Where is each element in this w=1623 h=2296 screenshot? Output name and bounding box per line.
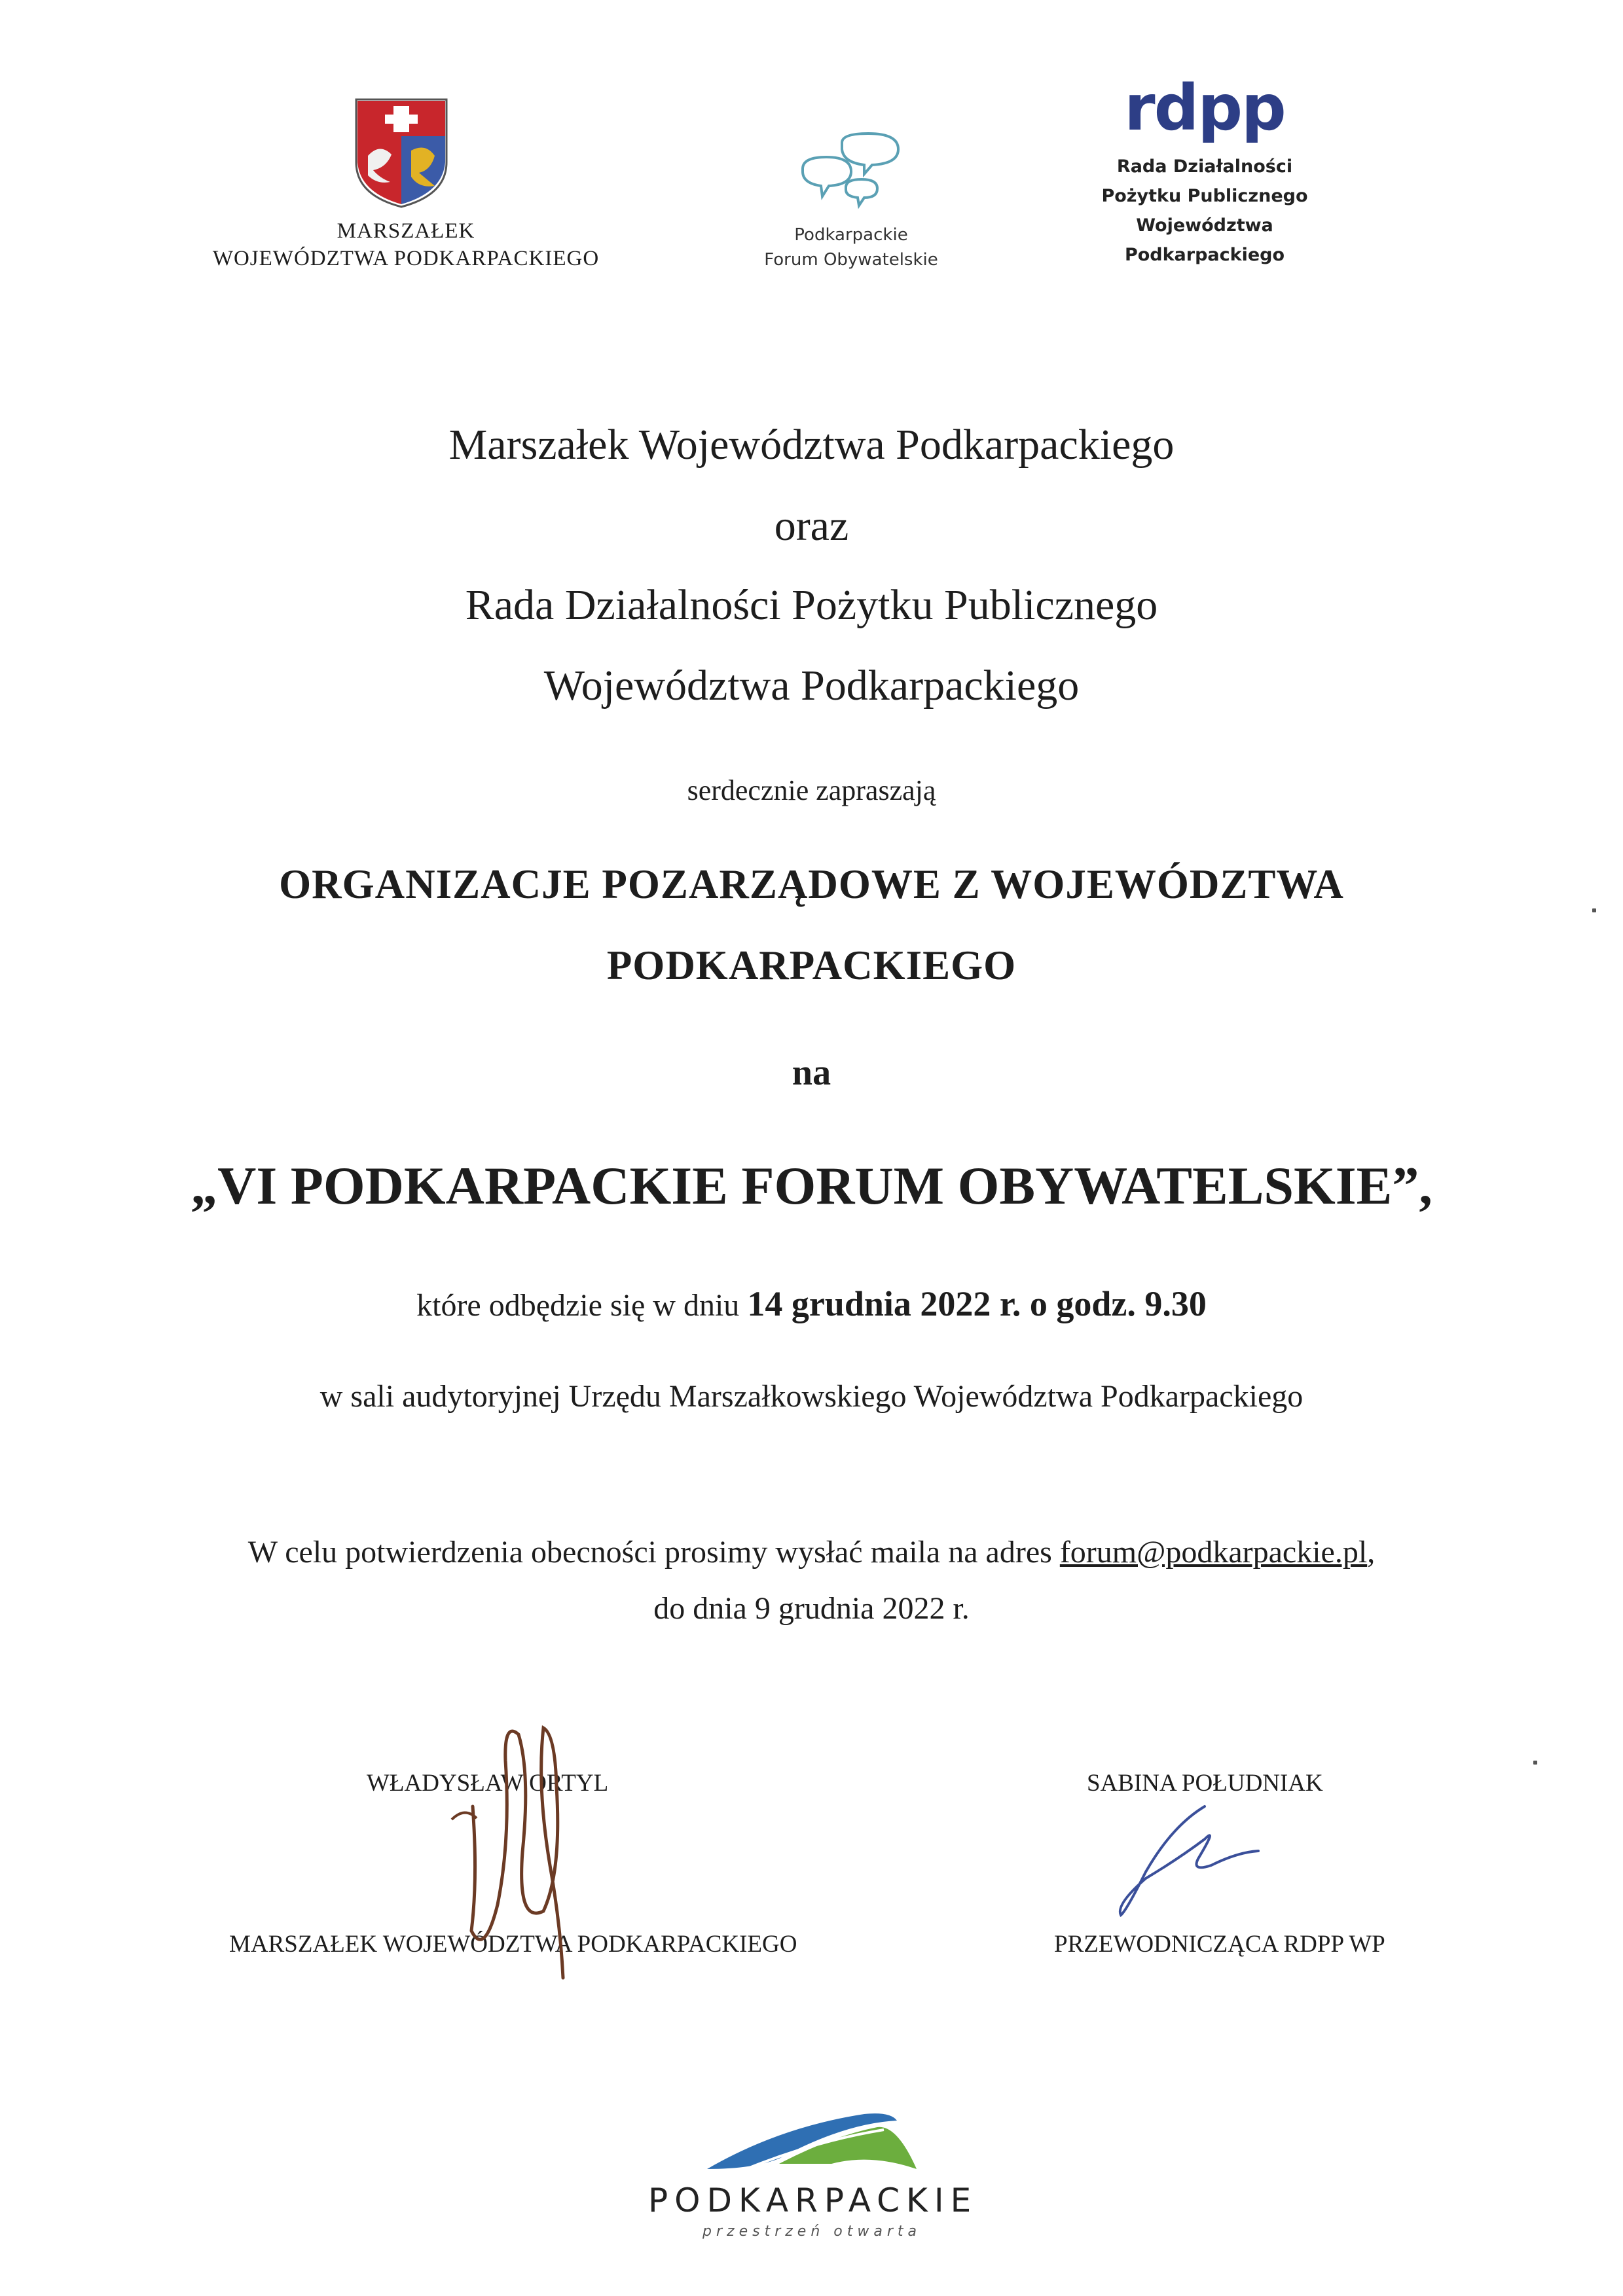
host-line-2: Rada Działalności Pożytku Publicznego <box>465 581 1158 629</box>
right-signatory-title: PRZEWODNICZĄCA RDPP WP <box>1054 1931 1385 1958</box>
rsvp-prefix: W celu potwierdzenia obecności prosimy wysłać maila na adres <box>247 1535 1052 1570</box>
audience-line-1: ORGANIZACJE POZARZĄDOWE Z WOJEWÓDZTWA <box>279 861 1344 907</box>
rdpp-caption-line3: Województwa <box>1136 215 1273 236</box>
rsvp-email-link[interactable]: forum@podkarpackie.pl <box>1059 1535 1368 1570</box>
right-signatory-name: SABINA POŁUDNIAK <box>1087 1770 1323 1797</box>
scan-speck <box>1533 1761 1537 1765</box>
rsvp-deadline: do dnia 9 grudnia 2022 r. <box>653 1591 970 1626</box>
civic-forum-caption <box>733 223 969 272</box>
event-date <box>0 1284 1623 1325</box>
event-date-prefix: które odbędzie się w dniu <box>416 1288 740 1323</box>
host-line-3: Województwa Podkarpackiego <box>543 662 1080 709</box>
marshal-logo <box>151 97 661 280</box>
rsvp-suffix: , <box>1367 1535 1376 1570</box>
invite-verb: serdecznie zapraszają <box>687 774 936 806</box>
conjunction: oraz <box>774 502 849 550</box>
preposition: na <box>792 1052 831 1093</box>
civic-forum-caption-line2: Forum Obywatelskie <box>764 250 938 270</box>
hills-swoosh-icon <box>701 2101 923 2179</box>
left-signatory-name: WŁADYSŁAW ORTYL <box>367 1770 609 1797</box>
rdpp-caption-line2: Pożytku Publicznego <box>1101 186 1308 206</box>
marshal-logo-caption <box>151 217 661 272</box>
rdpp-caption <box>1074 152 1336 270</box>
event-title: „VI PODKARPACKIE FORUM OBYWATELSKIE”, <box>191 1156 1432 1215</box>
rdpp-caption-line4: Podkarpackiego <box>1124 245 1285 265</box>
event-venue: w sali audytoryjnej Urzędu Marszałkowskiego Województwa Podkarpackiego <box>319 1379 1304 1414</box>
civic-forum-logo <box>733 131 969 281</box>
footer-brand: PODKARPACKIE <box>648 2181 978 2219</box>
marshal-logo-caption-line1: MARSZAŁEK <box>337 219 475 243</box>
rdpp-caption-line1: Rada Działalności <box>1116 156 1293 177</box>
civic-forum-caption-line1: Podkarpackie <box>794 225 908 245</box>
coat-of-arms-icon <box>354 97 449 209</box>
rdpp-logo <box>1074 72 1336 275</box>
left-handwritten-signature <box>445 1708 602 1983</box>
footer-tagline: przestrzeń otwarta <box>702 2223 921 2240</box>
rdpp-wordmark: rdpp <box>1124 71 1285 145</box>
marshal-logo-caption-line2: WOJEWÓDZTWA PODKARPACKIEGO <box>212 247 600 270</box>
speech-bubbles-icon <box>796 131 907 209</box>
scan-speck <box>1592 908 1596 912</box>
host-line-1: Marszałek Województwa Podkarpackiego <box>448 421 1175 469</box>
podkarpackie-footer-logo <box>648 2101 976 2251</box>
audience-line-2: PODKARPACKIEGO <box>606 942 1017 988</box>
event-date-value: 14 grudnia 2022 r. o godz. 9.30 <box>747 1284 1207 1323</box>
rsvp-line <box>0 1533 1623 1572</box>
left-signatory-title: MARSZAŁEK WOJEWÓDZTWA PODKARPACKIEGO <box>229 1931 797 1958</box>
right-handwritten-signature <box>1106 1800 1277 1924</box>
